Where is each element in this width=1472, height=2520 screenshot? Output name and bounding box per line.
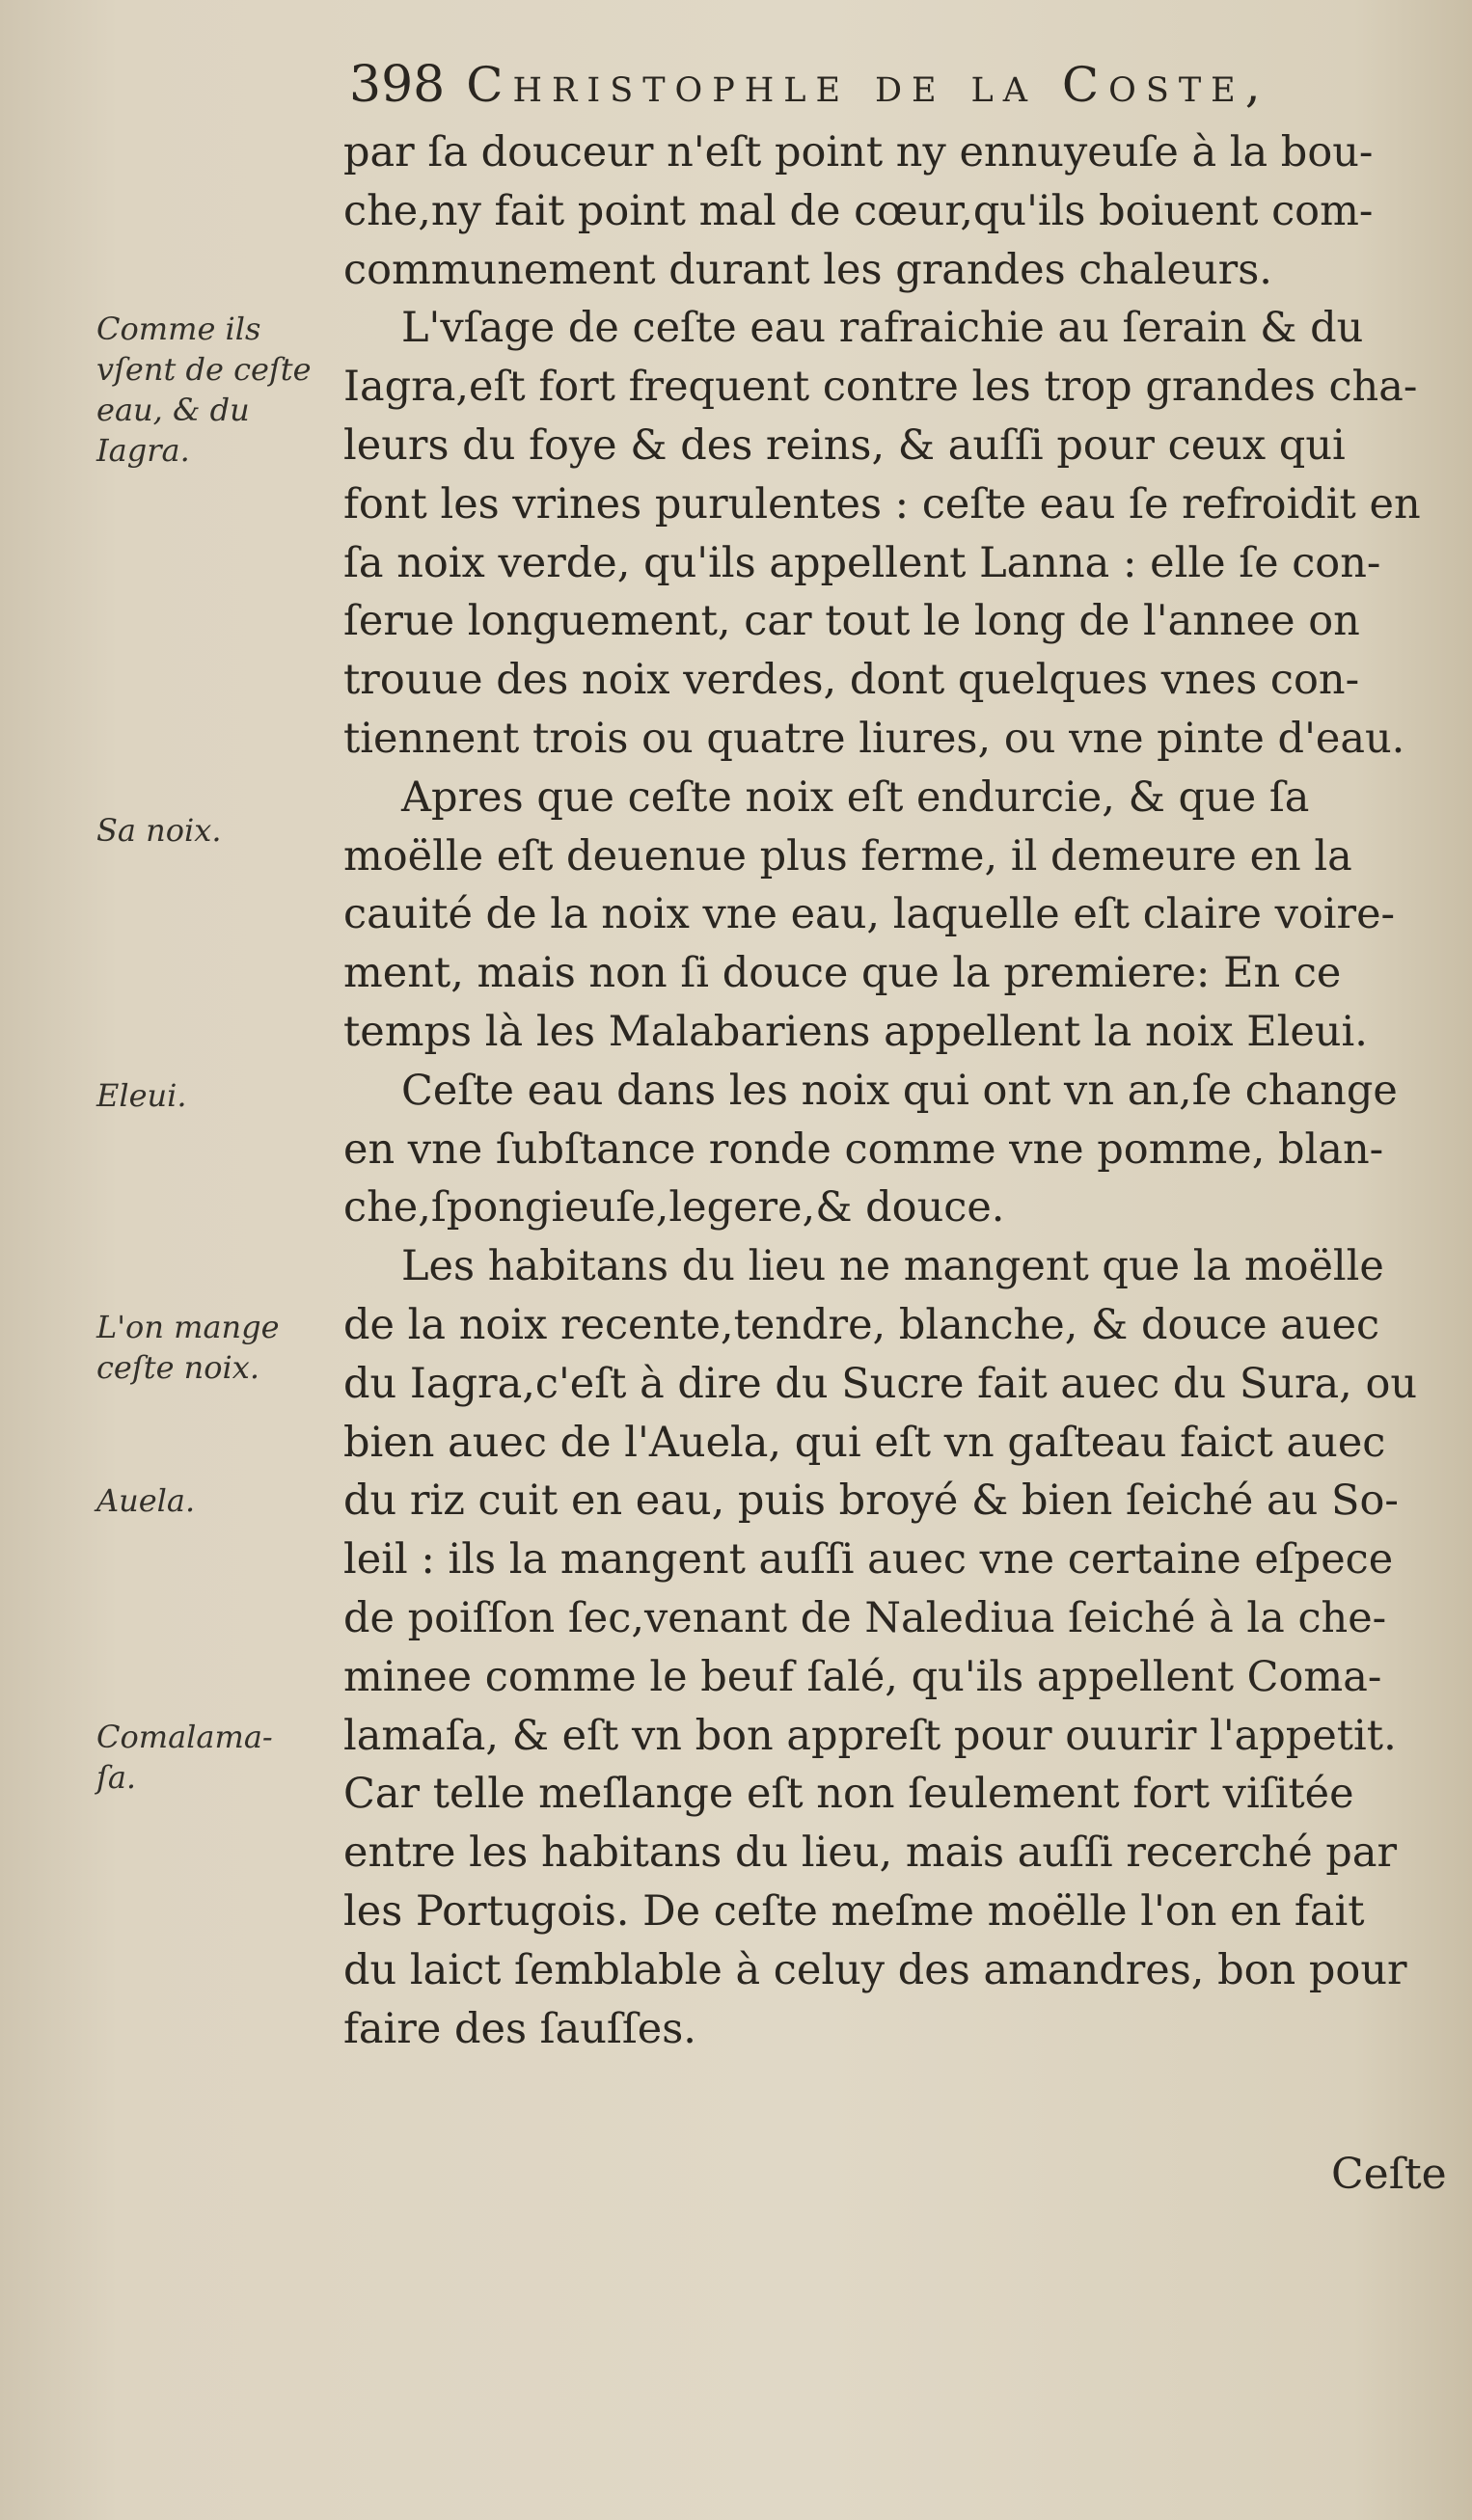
margin-note-comalamasa bbox=[96, 1717, 338, 1798]
margin-note-line: Auela. bbox=[96, 1482, 196, 1519]
text-line: L'vſage de ceſte eau rafraichie au ſerain & du bbox=[401, 304, 1364, 353]
margin-note-mange bbox=[96, 1307, 338, 1388]
catchword: Ceſte bbox=[1331, 2150, 1447, 2199]
text-line: lamaſa, & eſt vn bon appreſt pour ouurir l'appetit. bbox=[343, 1711, 1397, 1760]
page-number: 398 bbox=[349, 56, 446, 114]
text-line: ſerue longuement, car tout le long de l'annee on bbox=[343, 597, 1360, 646]
margin-note-eleui bbox=[96, 1075, 338, 1116]
text-line: ſa noix verde, qu'ils appellent Lanna : elle ſe con- bbox=[343, 538, 1381, 587]
text-line: leil : ils la mangent auſſi auec vne certaine eſpece bbox=[343, 1535, 1394, 1585]
margin-note-line: Eleui. bbox=[96, 1077, 187, 1114]
text-line: moëlle eſt deuenue plus ferme, il demeure en la bbox=[343, 831, 1352, 881]
text-line: communement durant les grandes chaleurs. bbox=[343, 245, 1272, 294]
text-line: font les vrines purulentes : ceſte eau ſe refroidit en bbox=[343, 479, 1421, 528]
margin-note-auela bbox=[96, 1480, 338, 1521]
margin-note-sa-noix bbox=[96, 810, 338, 851]
text-line: Ceſte eau dans les noix qui ont vn an,ſe change bbox=[401, 1066, 1398, 1115]
text-line: en vne ſubſtance ronde comme vne pomme, blan- bbox=[343, 1125, 1384, 1174]
text-line: de poiſſon ſec,venant de Nalediua ſeiché à la che- bbox=[343, 1593, 1387, 1642]
text-line: les Portugois. De ceſte meſme moëlle l'on en fait bbox=[343, 1886, 1365, 1936]
running-head: Christophle de la Coste, bbox=[466, 57, 1270, 113]
text-line: che,ny fait point mal de cœur,qu'ils boiuent com- bbox=[343, 186, 1374, 235]
margin-note-line: Sa noix. bbox=[96, 812, 222, 849]
margin-note-line: ceſte noix. bbox=[96, 1349, 259, 1386]
text-line: trouue des noix verdes, dont quelques vnes con- bbox=[343, 656, 1360, 705]
margin-note-line: Comalama- bbox=[96, 1719, 273, 1755]
text-line: entre les habitans du lieu, mais auſſi recerché par bbox=[343, 1829, 1398, 1878]
text-line: de la noix recente,tendre, blanche, & douce auec bbox=[343, 1300, 1380, 1349]
text-line: Car telle meſlange eſt non ſeulement fort viſitée bbox=[343, 1770, 1354, 1819]
text-line: ment, mais non ſi douce que la premiere: En ce bbox=[343, 949, 1342, 998]
text-line: tiennent trois ou quatre liures, ou vne pinte d'eau. bbox=[343, 714, 1405, 763]
margin-note-line: Comme ils bbox=[96, 311, 261, 347]
text-line: faire des ſauſſes. bbox=[343, 2004, 696, 2053]
text-line: par ſa douceur n'eſt point ny ennuyeuſe à la bou- bbox=[343, 128, 1374, 176]
text-line: che,ſpongieuſe,legere,& douce. bbox=[343, 1183, 1005, 1233]
text-line: temps là les Malabariens appellent la noix Eleui. bbox=[343, 1007, 1368, 1056]
text-line: du riz cuit en eau, puis broyé & bien ſeiché au So- bbox=[343, 1477, 1399, 1526]
margin-note-line: eau, & du bbox=[96, 392, 250, 428]
text-line: du Iagra,c'eſt à dire du Sucre fait auec du Sura, ou bbox=[343, 1359, 1418, 1408]
margin-note-line: Iagra. bbox=[96, 432, 190, 469]
margin-note-usage bbox=[96, 309, 338, 471]
text-line: cauité de la noix vne eau, laquelle eſt claire voire- bbox=[343, 890, 1396, 939]
margin-note-line: ſa. bbox=[96, 1759, 137, 1796]
margin-note-line: vſent de ceſte bbox=[96, 351, 312, 388]
text-line: bien auec de l'Auela, qui eſt vn gaſteau faict auec bbox=[343, 1418, 1386, 1467]
text-line: du laict ſemblable à celuy des amandres, bon pour bbox=[343, 1945, 1407, 1994]
text-line: Apres que ceſte noix eſt endurcie, & que ſa bbox=[401, 772, 1310, 822]
text-line: leurs du foye & des reins, & auſſi pour ceux qui bbox=[343, 420, 1346, 470]
text-line: Les habitans du lieu ne mangent que la moëlle bbox=[401, 1242, 1384, 1291]
text-line: minee comme le beuf ſalé, qu'ils appellent Coma- bbox=[343, 1652, 1382, 1701]
margin-note-line: L'on mange bbox=[96, 1309, 280, 1345]
body-text bbox=[343, 123, 1453, 2058]
text-line: Iagra,eſt fort frequent contre les trop grandes cha- bbox=[343, 363, 1418, 412]
